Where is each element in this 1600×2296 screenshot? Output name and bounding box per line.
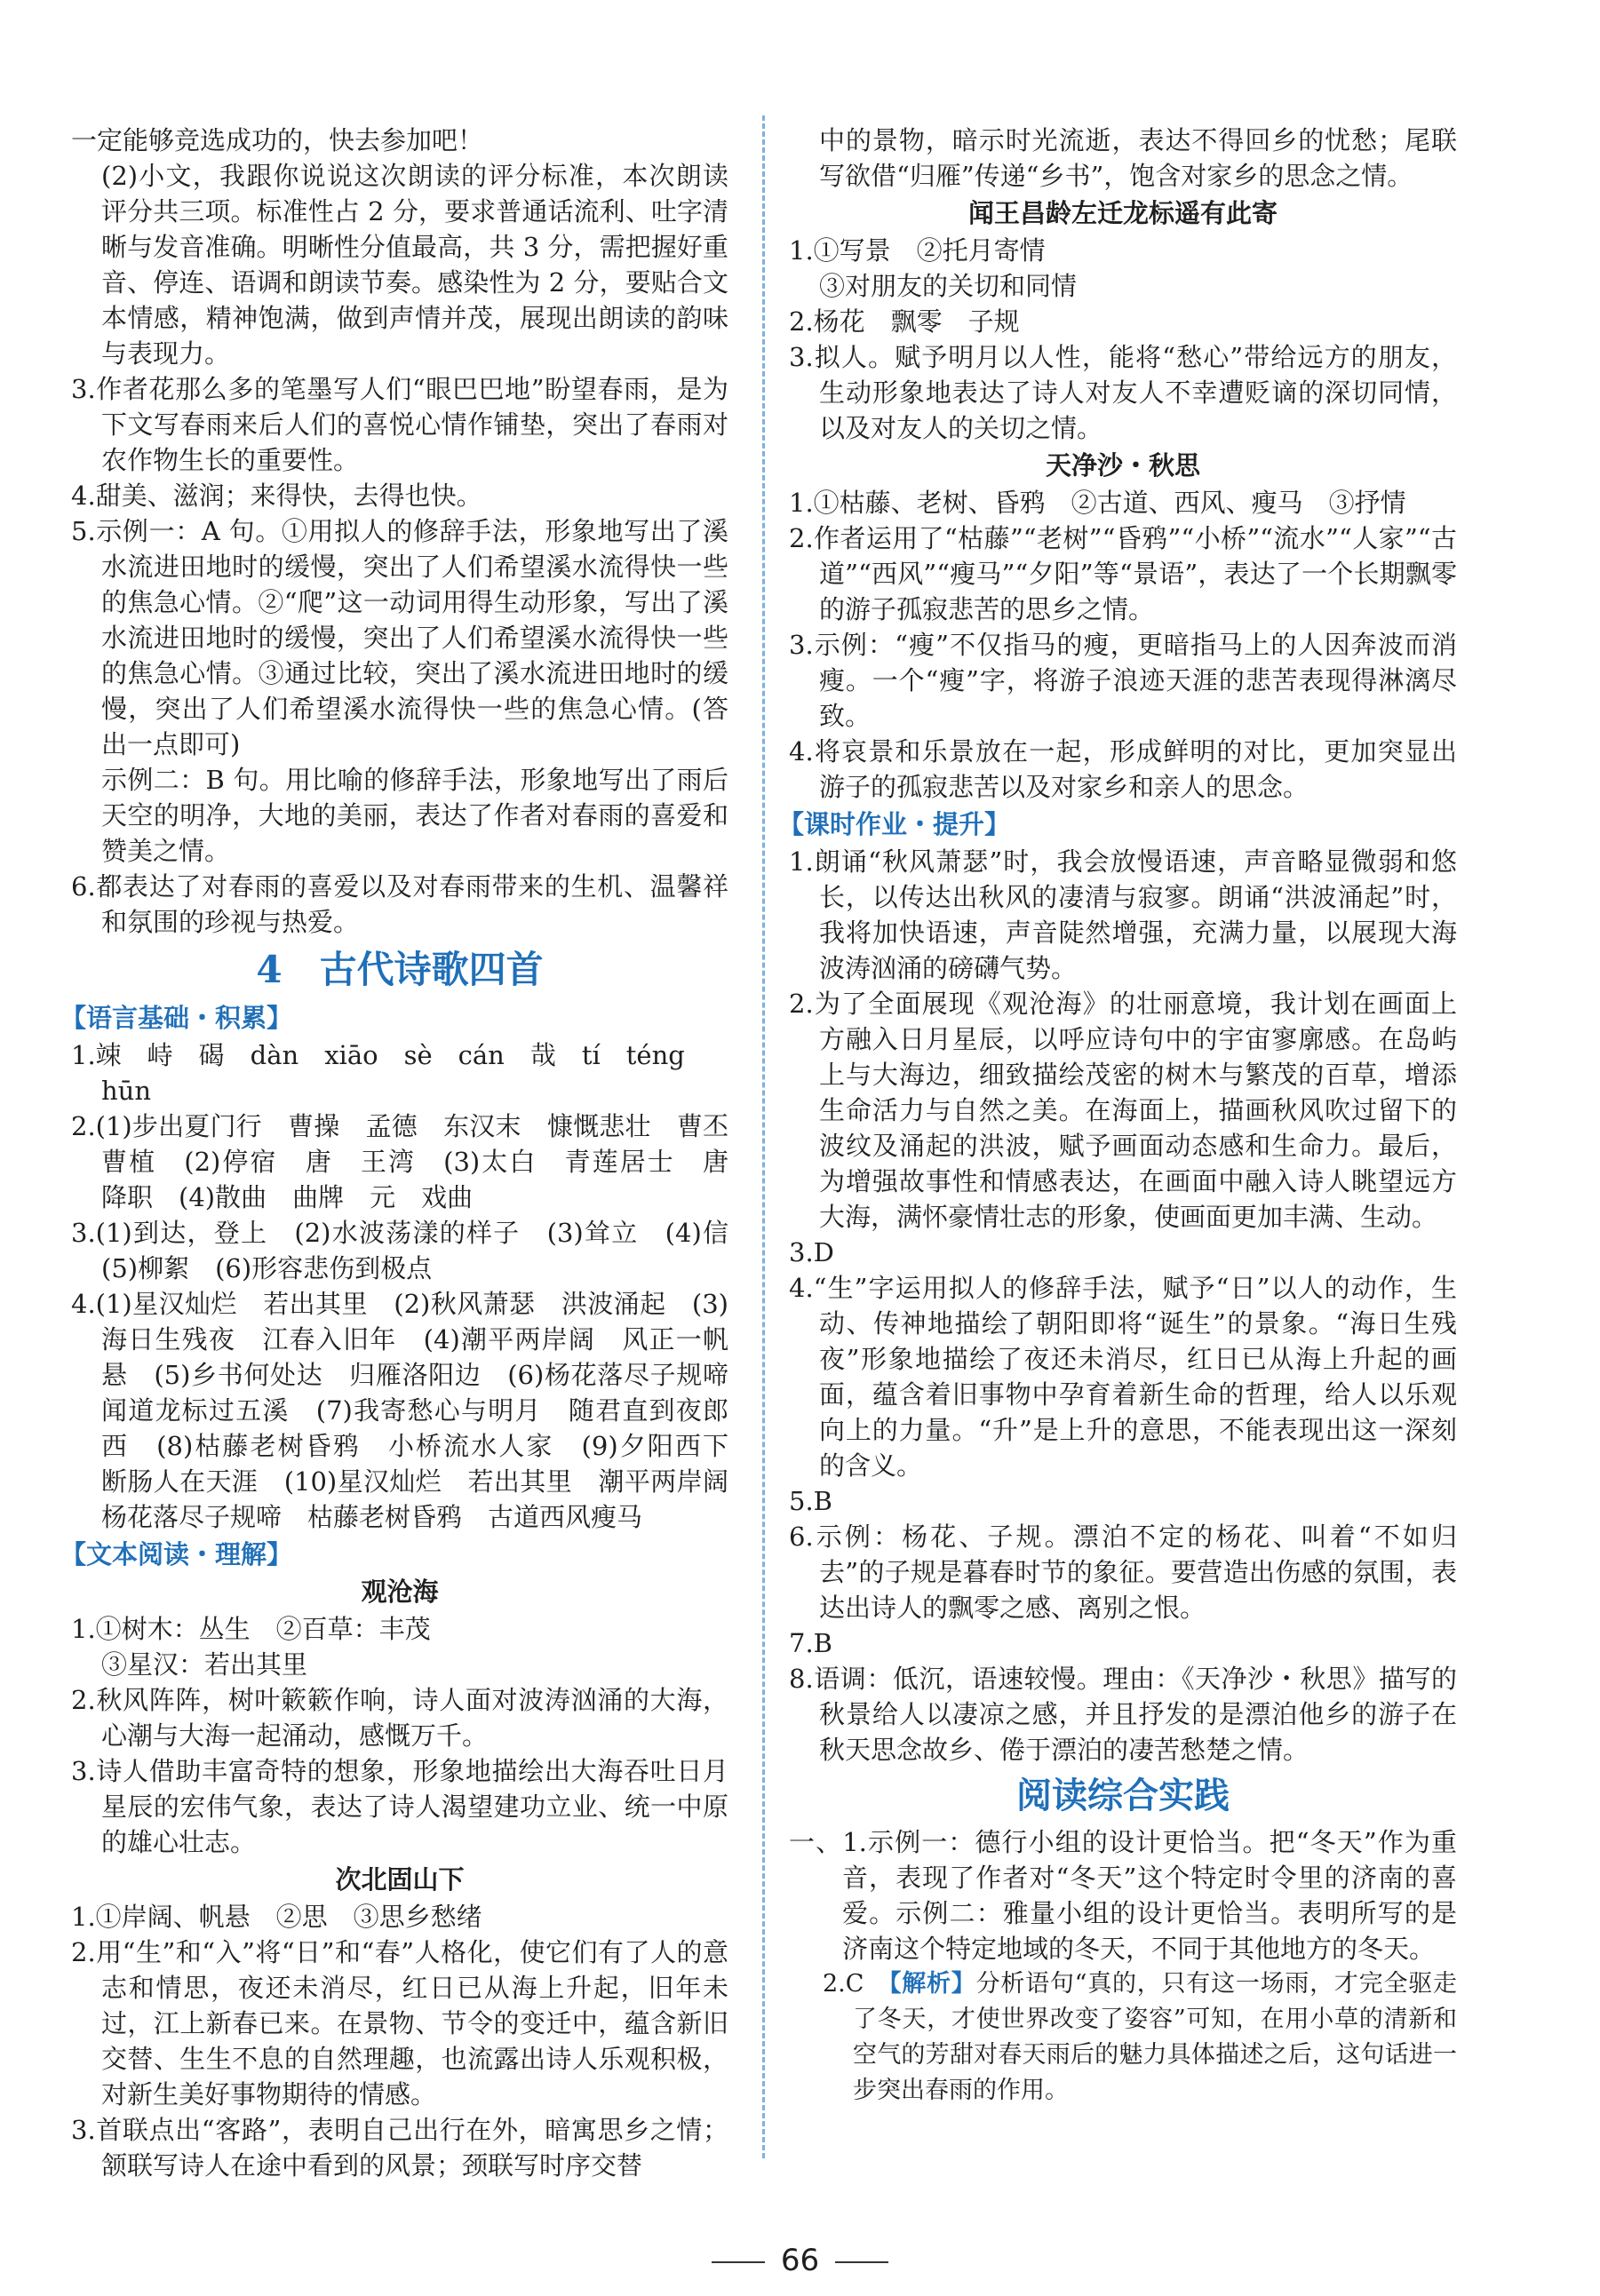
page-footer xyxy=(0,2243,1600,2278)
section-tag: 【语言基础・积累】 xyxy=(60,1003,293,1033)
answer-item: 3.诗人借助丰富奇特的想象，形象地描绘出大海吞吐日月星辰的宏伟气象，表达了诗人渴望建功立业、统一中原的雄心壮志。 xyxy=(71,1756,728,1857)
answer-item: 4.“生”字运用拟人的修辞手法，赋予“日”以人的动作，生动、传神地描绘了朝阳即将“诞生”的景象。“海日生残夜”形象地描绘了夜还未消尽，红日已从海上升起的画面，蕴含着旧事物中孕育着新生命的哲理，给人以乐观向上的力量。“升”是上升的意思，不能表现出这一深刻的含义。 xyxy=(789,1273,1457,1481)
answer-item: 6.示例：杨花、子规。漂泊不定的杨花、叫着“不如归去”的子规是暮春时节的象征。要营造出伤感的氛围，表达出诗人的飘零之感、离别之恨。 xyxy=(789,1521,1457,1623)
poem-title: 天净沙・秋思 xyxy=(1045,450,1200,481)
answer-item: 2.秋风阵阵，树叶簌簌作响，诗人面对波涛汹涌的大海，心潮与大海一起涌动，感慨万千。 xyxy=(71,1685,728,1751)
poem-title: 闻王昌龄左迁龙标遥有此寄 xyxy=(967,198,1278,228)
answer-item: 4.甜美、滋润；来得快，去得也快。 xyxy=(71,481,482,511)
answer-item: 2.(1)步出夏门行 曹操 孟德 东汉末 慷慨悲壮 曹丕 曹植 (2)停宿 唐 王湾 (3)太白 青莲居士 唐 降职 (4)散曲 曲牌 元 戏曲 xyxy=(71,1111,755,1212)
answer-item: 2.为了全面展现《观沧海》的壮丽意境，我计划在画面上方融入日月星辰，以呼应诗句中的宇宙寥廓感。在岛屿上与大海边，细致描绘茂密的树木与繁茂的百草，增添生命活力与自然之美。在海面上，描画秋风吹过留下的波纹及涌起的洪波，赋予画面动态感和生命力。最后，为增强故事性和情感表达，在画面中融入诗人眺望远方大海，满怀豪情壮志的形象，使画面更加丰满、生动。 xyxy=(789,989,1457,1232)
poem-title: 观沧海 xyxy=(361,1577,439,1607)
answer-item: 1.朗诵“秋风萧瑟”时，我会放慢语速，声音略显微弱和悠长，以传达出秋风的凄清与寂寥。朗诵“洪波涌起”时，我将加快语速，声音陡然增强，充满力量，以展现大海波涛汹涌的磅礴气势。 xyxy=(789,846,1457,983)
answer-item: 5.B xyxy=(789,1486,832,1516)
right-column xyxy=(778,123,1458,2109)
answer-item: 1.①枯藤、老树、昏鸦 ②古道、西风、瘦马 ③抒情 xyxy=(789,488,1406,518)
answer-item: 3.D xyxy=(789,1237,834,1267)
answer-item: 3.(1)到达，登上 (2)水波荡漾的样子 (3)耸立 (4)信 (5)柳絮 (6)形容悲伤到极点 xyxy=(71,1218,755,1283)
section-tag: 【文本阅读・理解】 xyxy=(60,1539,293,1569)
answer-item: 1.竦 峙 碣 dàn xiāo sè cán 哉 tí téng xyxy=(71,1040,685,1070)
answer-item: 1.①树木：丛生 ②百草：丰茂 xyxy=(71,1614,431,1644)
page-number: 66 xyxy=(780,2243,820,2278)
analysis-text: 分析语句“真的，只有这一场雨，才完全驱走了冬天，才使世界改变了姿容”可知，在用小草的清新和空气的芳甜对春天雨后的魅力具体描述之后，这句话进一步突出春雨的作用。 xyxy=(853,1970,1458,2104)
answer-item: 6.都表达了对春雨的喜爱以及对春雨带来的生机、温馨祥和氛围的珍视与热爱。 xyxy=(71,871,728,937)
section-title: 阅读综合实践 xyxy=(1016,1775,1230,1816)
answer-continuation: hūn xyxy=(101,1076,152,1106)
answer-line: 一定能够竞选成功的，快去参加吧！ xyxy=(71,125,484,155)
footer-rule-right xyxy=(835,2261,888,2263)
answer-continuation: ③星汉：若出其里 xyxy=(101,1649,308,1680)
answer-item: 2.用“生”和“入”将“日”和“春”人格化，使它们有了人的意志和情思，夜还未消尽，红日已从海上升起，旧年未过，江上新春已来。在景物、节令的变迁中，蕴含新旧交替、生生不息的自然理趣，也流露出诗人乐观积极，对新生美好事物期待的情感。 xyxy=(71,1937,728,2109)
answer-item: 3.作者花那么多的笔墨写人们“眼巴巴地”盼望春雨，是为下文写春雨来后人们的喜悦心情作铺垫，突出了春雨对农作物生长的重要性。 xyxy=(71,374,728,475)
answer-item: 2.杨花 飘零 子规 xyxy=(789,306,1020,337)
answer-item: 4.将哀景和乐景放在一起，形成鲜明的对比，更加突显出游子的孤寂悲苦以及对家乡和亲人的思念。 xyxy=(789,736,1457,802)
answer-number: 2.C xyxy=(823,1970,889,1998)
answer-item: 3.示例：“瘦”不仅指马的瘦，更暗指马上的人因奔波而消瘦。一个“瘦”字，将游子浪迹天涯的悲苦表现得淋漓尽致。 xyxy=(789,630,1457,731)
answer-continuation: 中的景物，暗示时光流逝，表达不得回乡的忧愁；尾联写欲借“归雁”传递“乡书”，饱含对家乡的思念之情。 xyxy=(819,125,1457,191)
answer-item: 4.(1)星汉灿烂 若出其里 (2)秋风萧瑟 洪波涌起 (3)海日生残夜 江春入旧年 (4)潮平两岸阔 风正一帆悬 (5)乡书何处达 归雁洛阳边 (6)杨花落尽子规啼 闻道龙标过五溪 (7)我寄愁心与明月 随君直到夜郎西 (8)枯藤老树昏鸦 小桥流水人家 (9)夕阳西下 断肠人在天涯 (10)星汉灿烂 若出其里 潮平两岸阔 杨花落尽子规啼 枯藤老树昏鸦 古道西风瘦马 xyxy=(71,1289,755,1532)
answer-paragraph: (2)小文，我跟你说说这次朗读的评分标准，本次朗读评分共三项。标准性占 2 分，要求普通话流利、吐字清晰与发音准确。明晰性分值最高，共 3 分，需把握好重音、停连、语调和朗读节奏。感染性为 2 分，要贴合文本情感，精神饱满，做到声情并茂，展现出朗读的韵味与表现力。 xyxy=(101,161,728,369)
answer-item: 2.作者运用了“枯藤”“老树”“昏鸦”“小桥”“流水”“人家”“古道”“西风”“瘦马”“夕阳”等“景语”，表达了一个长期飘零的游子孤寂悲苦的思乡之情。 xyxy=(789,523,1457,624)
answer-item: 1.①写景 ②托月寄情 xyxy=(789,235,1046,266)
answer-item: 一、1.示例一：德行小组的设计更恰当。把“冬天”作为重音，表现了作者对“冬天”这个特定时令里的济南的喜爱。示例二：雅量小组的设计更恰当。表明所写的是济南这个特定地域的冬天，不同于其他地方的冬天。 xyxy=(789,1827,1457,1964)
answer-continuation: ③对朋友的关切和同情 xyxy=(819,271,1078,301)
footer-rule-left xyxy=(712,2261,765,2263)
answer-item: 5.示例一：A 句。①用拟人的修辞手法，形象地写出了溪水流进田地时的缓慢，突出了人们希望溪水流得快一些的焦急心情。②“爬”这一动词用得生动形象，写出了溪水流进田地时的缓慢，突出了人们希望溪水流得快一些的焦急心情。③通过比较，突出了溪水流进田地时的缓慢，突出了人们希望溪水流得快一些的焦急心情。(答出一点即可) xyxy=(71,516,728,759)
answer-item: 7.B xyxy=(789,1628,832,1658)
answer-item xyxy=(789,1966,1457,2109)
answer-item: 1.①岸阔、帆悬 ②思 ③思乡愁绪 xyxy=(71,1902,482,1932)
analysis-label: 【解析】 xyxy=(888,1970,976,1998)
answer-item: 3.拟人。赋予明月以人性，能将“愁心”带给远方的朋友，生动形象地表达了诗人对友人不幸遭贬谪的深切同情，以及对友人的关切之情。 xyxy=(789,342,1457,443)
answer-paragraph: 示例二：B 句。用比喻的修辞手法，形象地写出了雨后天空的明净，大地的美丽，表达了作者对春雨的喜爱和赞美之情。 xyxy=(101,765,728,866)
answer-item: 8.语调：低沉，语速较慢。理由：《天净沙・秋思》描写的秋景给人以凄凉之感，并且抒发的是漂泊他乡的游子在秋天思念故乡、倦于漂泊的凄苦愁楚之情。 xyxy=(789,1664,1457,1765)
poem-title: 次北固山下 xyxy=(335,1864,465,1895)
chapter-title: 4 古代诗歌四首 xyxy=(256,948,544,991)
left-column xyxy=(60,123,755,2183)
section-tag: 【课时作业・提升】 xyxy=(778,809,1011,839)
answer-item: 3.首联点出“客路”，表明自己出行在外，暗寓思乡之情；颔联写诗人在途中看到的风景；颈联写时序交替 xyxy=(71,2115,728,2181)
column-divider xyxy=(762,115,765,2158)
